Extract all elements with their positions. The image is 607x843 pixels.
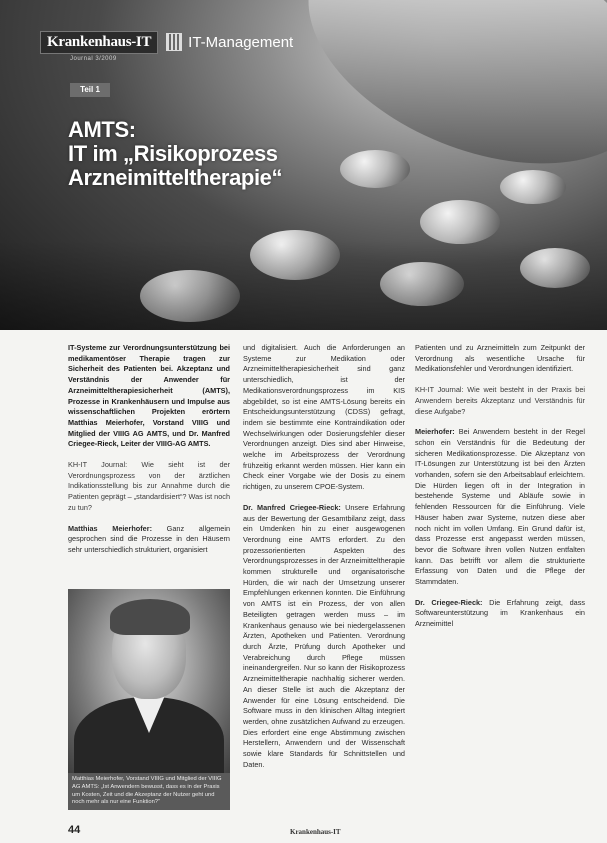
answer-text: Bei Anwendern besteht in der Regel schon ein Verständnis für die Bedeutung der sicheren Medikationsprozesse. Die Akzeptanz von IT-Lösungen zur Unterstützung ist bei den Ärzten vorhanden, sofern sie den Arbeitsablauf erleichtern. Die Hürden liegen oft in der Integration in bestehende Systeme und Abläufe sowie in fehlenden Ressourcen für die Einführung. Viele Häuser haben zwar Systeme, nutzen diese aber noch nicht im vollen Umfang. Ein Grund dafür ist, dass Prozesse erst angepasst werden müssen, bevor die Software ihren vollen Nutzen entfalten kann. Das betrifft vor allem die strukturierte Erfassung von Daten und die Pflege der Stammdaten. (415, 427, 585, 587)
rubric-label: IT-Management (188, 33, 294, 51)
interview-answer (415, 427, 585, 588)
portrait-photo (68, 589, 230, 773)
photo-caption: Matthias Meierhofer, Vorstand VIIIG und Mitglied der VIIIG AG AMTS: „Ist Anwendern bewusst, dass es in der Praxis um Kosten, Zeit und die Akzeptanz der Nutzer geht und noch mehr als nur eine Funktion?“ (68, 773, 230, 810)
speaker-name: Matthias Meierhofer: (68, 523, 152, 533)
lead-paragraph: IT-Systeme zur Verordnungsunterstützung bei medikamentöser Therapie tragen zur Sicherheit des Patienten bei. Akzeptanz und Verständnis der Anwender für Arzneimitteltherapiesicherheit (AMTS), Prozesse in Krankenhäusern und Impulse aus wissenschaftlichen Projekten erörtern Matthias Meierhofer, Vorstand VIIIG und Mitglied der VIIIG AG AMTS, und Dr. Manfred Criegee-Rieck, Leiter der VIIIG-AG AMTS. (68, 343, 230, 449)
text-column-3 (415, 343, 585, 640)
title-line: Arzneimitteltherapie“ (68, 165, 283, 190)
interview-answer (243, 503, 405, 771)
text-column-1 (68, 343, 230, 566)
rubric-icon (166, 33, 182, 51)
title-line: AMTS: (68, 117, 136, 142)
article-title (68, 118, 328, 190)
interview-answer (415, 598, 585, 630)
masthead (40, 30, 293, 54)
speaker-name: Dr. Manfred Criegee-Rieck: (243, 502, 341, 512)
pill-illustration (420, 200, 500, 244)
interview-question: KH-IT Journal: Wie sieht ist der Verordnungsprozess von der ärztlichen Indikationsstellung bis zur Annahme durch die Patienten geprägt – „standardisiert“? Was ist noch zu tun? (68, 460, 230, 512)
answer-text: Unsere Erfahrung aus der Bewertung der Gesamtbilanz zeigt, dass ein Umdenken hin zu einer ausgewogenen Verordnung eine AMTS erfordert. Zu den prozessorientierten Aspekten des Verordnungsprozesses in der Arzneimitteltherapie kommen strukturelle und organisatorische Hürden, die wir nach der Umsetzung unserer Empfehlungen erkennen konnten. Die Einführung von AMTS ist ein Prozess, der von allen Beteiligten getragen werden muss – im Krankenhaus genauso wie bei niedergelassenen Ärzten, Apotheken und Patienten. Verordnung durch Ärzte, Prüfung durch Apotheker und Verabreichung durch Pflege müssen ineinandergreifen. Nur so kann der Risikoprozess Arzneimitteltherapie nachhaltig sicherer werden. An dieser Stelle ist auch die Akzeptanz der Anwender für eine Lösung entscheidend. Die Software muss in den klinischen Alltag integriert werden, ohne zusätzlichen Aufwand zu erzeugen. Dies erfordert eine enge Abstimmung zwischen Herstellern, Anwendern und der Wissenschaft sowie klare Standards für Schnittstellen und Daten. (243, 502, 405, 769)
portrait-hair (110, 599, 190, 635)
page-number: 44 (68, 824, 81, 836)
issue-label: Journal 3/2009 (70, 56, 117, 62)
interview-question: KH-IT Journal: Wie weit besteht in der Praxis bei Anwendern bereits Akzeptanz und Verständnis für diese Aufgabe? (415, 385, 585, 416)
interview-answer (68, 524, 230, 556)
speaker-name: Dr. Criegee-Rieck: (415, 597, 483, 607)
hero-shadow (0, 240, 607, 330)
answer-text: Patienten und zu Arzneimitteln zum Zeitpunkt der Verordnung als wesentliche Ursache für Medikationsfehler und Verordnungen identifiziert. (415, 343, 585, 374)
pill-illustration (500, 170, 566, 204)
title-line: IT im „Risikoprozess (68, 141, 278, 166)
part-tag: Teil 1 (70, 83, 110, 97)
answer-text: und digitalisiert. Auch die Anforderungen an Systeme zur Medikation oder Arzneimitteltherapiesicherheit sind ganz unterschiedlich, ist der Medikationsverordnungsprozess im KIS abgebildet, so ist eine AMTS-Lösung bereits ein Entscheidungsunterstützung (CDSS) gefragt, indem sie bestimmte eine Kontraindikation oder Wechselwirkungen oder Dosierungsfehler dieser Verordnungen anzeigt. Dies sind aber Hinweise, welche im Arbeitsprozess der Verordnung frühzeitig erkannt werden müssen. Hier kann ein Check einer Vorgabe wie der Dosis zu einem richtigen, zu unserem CPOE-System. (243, 343, 405, 492)
pill-illustration (340, 150, 410, 188)
answer-text: Ganz allgemein gesprochen sind die Prozesse in den Häusern sehr unterschiedlich strukturiert, organisiert (68, 523, 231, 554)
answer-text: Die Erfahrung zeigt, dass Softwareunterstützung im Krankenhaus ein Arzneimittel (415, 597, 585, 629)
text-column-2 (243, 343, 405, 780)
hero-image (0, 0, 607, 330)
brand-logo: Krankenhaus-IT (40, 31, 158, 54)
speaker-name: Meierhofer: (415, 427, 455, 437)
interview-answer (243, 343, 405, 493)
footer-brand: Krankenhaus-IT (290, 828, 341, 836)
interview-answer (415, 343, 585, 375)
